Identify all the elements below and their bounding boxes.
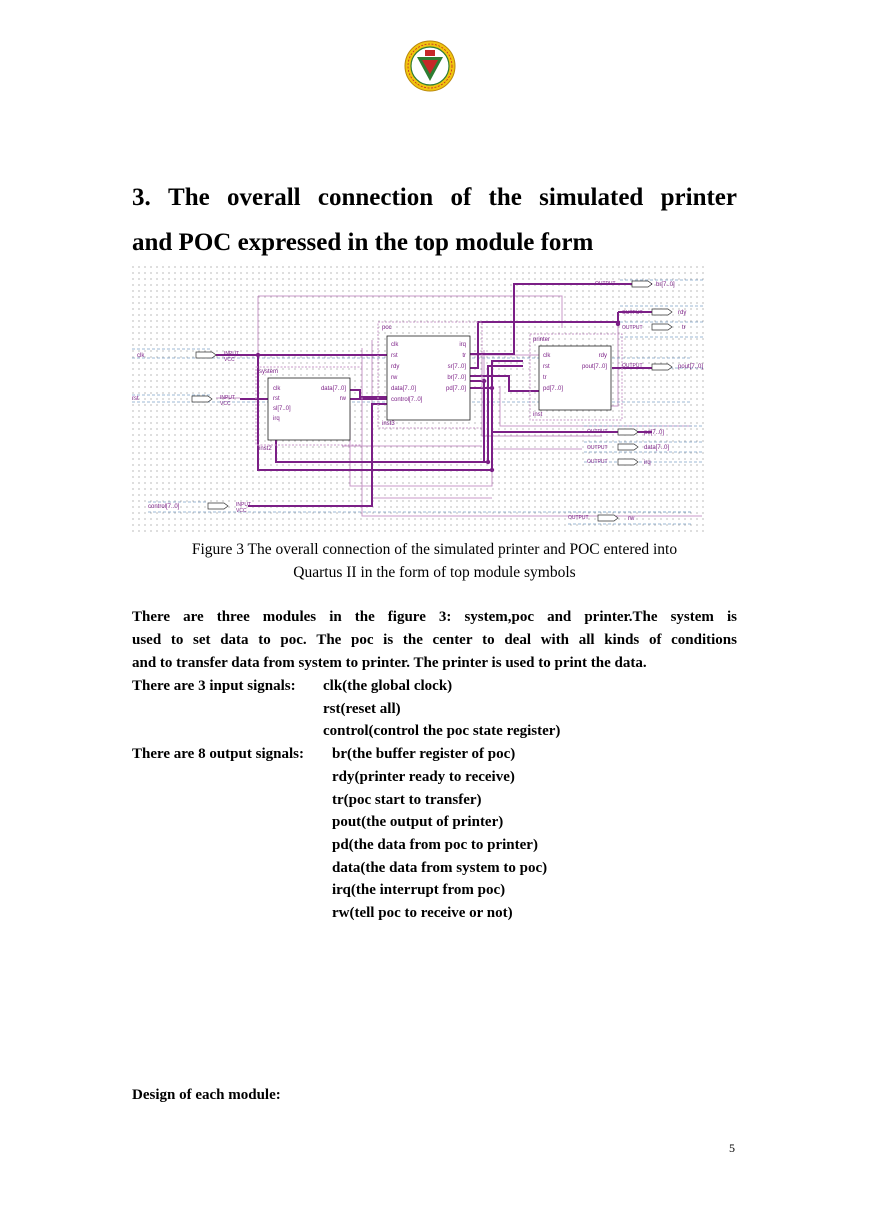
word: center — [432, 632, 473, 648]
heading-word: overall — [227, 184, 301, 211]
pin-tag: INPUT — [220, 395, 235, 401]
word: system,poc — [464, 609, 535, 625]
design-heading: Design of each module: — [132, 1087, 281, 1103]
word: poc — [351, 632, 374, 648]
module-poc — [378, 322, 482, 428]
port-label: clk — [543, 353, 551, 359]
word: with — [540, 632, 570, 648]
heading-word: connection — [317, 184, 434, 211]
pin-label: data[7..0] — [644, 445, 670, 451]
paragraph-line — [132, 606, 737, 629]
module-system — [256, 367, 362, 452]
heading-word: the — [488, 184, 522, 211]
port-label: control[7..0] — [391, 397, 423, 403]
module-name: printer — [533, 337, 551, 343]
input-signal-item: clk(the global clock) — [323, 678, 453, 694]
pin-label: pd[7..0] — [644, 430, 665, 436]
figure-caption-line2: Quartus II in the form of top module symbols — [293, 564, 576, 581]
word: kinds — [604, 632, 640, 648]
paragraph-line — [132, 629, 737, 652]
pin-tag: OUTPUT — [587, 459, 608, 465]
word: poc. — [280, 632, 307, 648]
pin-label: rw — [628, 516, 635, 522]
word: The — [316, 632, 342, 648]
pin-label: control[7..0] — [148, 504, 180, 510]
instance-name: inst — [533, 412, 543, 418]
heading-word: simulated — [539, 184, 644, 211]
port-label: tr — [462, 353, 466, 359]
port-label: clk — [273, 386, 281, 392]
pin-label: tr — [682, 325, 686, 331]
port-label: rst — [391, 353, 398, 359]
input-signal-item: control(control the poc state register) — [323, 723, 561, 739]
university-seal-logo — [404, 40, 456, 92]
pin-tag: INPUT — [236, 502, 251, 508]
word: is — [726, 609, 737, 625]
word: and — [547, 609, 572, 625]
word: all — [578, 632, 595, 648]
heading-word: The — [168, 184, 210, 211]
output-signal-item: data(the data from system to poc) — [332, 860, 548, 876]
output-signal-item: tr(poc start to transfer) — [332, 792, 482, 808]
word: to — [258, 632, 271, 648]
word: conditions — [671, 632, 737, 648]
port-label: rw — [391, 375, 398, 381]
pin-vcc: VCC — [236, 508, 247, 514]
port-label: rst — [273, 396, 280, 402]
pin-tag: OUTPUT — [622, 325, 643, 331]
word: 3: — [438, 609, 452, 625]
pin-label: irq — [644, 460, 651, 466]
section-heading-line1 — [132, 183, 737, 213]
word: the — [354, 609, 375, 625]
output-pin-br — [595, 281, 675, 288]
port-label: irq — [273, 416, 280, 422]
pin-tag: OUTPUT — [595, 281, 616, 287]
port-label: pd[7..0] — [543, 386, 564, 392]
instance-name: inst3 — [382, 421, 395, 427]
schematic-figure — [132, 266, 705, 532]
word: used — [132, 632, 162, 648]
intro-paragraph — [132, 606, 737, 675]
word: the — [402, 632, 423, 648]
word: is — [383, 632, 394, 648]
figure-caption-line1: Figure 3 The overall connection of the simulated printer and POC entered into — [191, 541, 678, 558]
pin-tag: OUTPUT — [568, 515, 589, 521]
port-label: rdy — [598, 353, 607, 359]
port-label: pd[7..0] — [445, 386, 466, 392]
page-number: 5 — [729, 1141, 735, 1155]
word: figure — [387, 609, 426, 625]
port-label: irq — [459, 342, 466, 348]
pin-tag: OUTPUT — [622, 363, 643, 369]
port-label: sr[7..0] — [447, 364, 466, 370]
module-printer — [530, 334, 622, 420]
pin-label: pout[7..0] — [678, 364, 704, 370]
heading-word: 3. — [132, 184, 151, 211]
output-pin-pout — [622, 363, 703, 370]
output-signal-item: irq(the interrupt from poc) — [332, 882, 506, 898]
word: set — [193, 632, 211, 648]
output-signal-item: rw(tell poc to receive or not) — [332, 905, 513, 921]
port-label: data[7..0] — [320, 386, 346, 392]
word: in — [329, 609, 342, 625]
paragraph-line: and to transfer data from system to printer. The printer is used to print the data. — [132, 655, 647, 671]
output-signals-intro: There are 8 output signals: — [132, 746, 304, 762]
port-label: rdy — [391, 364, 400, 370]
word: deal — [504, 632, 532, 648]
instance-name: inst2 — [259, 446, 272, 452]
output-signal-item: pout(the output of printer) — [332, 814, 504, 830]
pin-vcc: VCC — [224, 357, 235, 363]
output-pin-pd — [587, 429, 664, 436]
heading-word: of — [450, 184, 472, 211]
output-signal-item: pd(the data from poc to printer) — [332, 837, 538, 853]
word: There — [132, 609, 171, 625]
port-label: data[7..0] — [391, 386, 417, 392]
output-signal-item: rdy(printer ready to receive) — [332, 769, 515, 785]
pin-tag: INPUT — [224, 351, 239, 357]
input-signals-intro: There are 3 input signals: — [132, 678, 296, 694]
pin-tag: OUTPUT — [587, 429, 608, 435]
word: printer.The — [584, 609, 658, 625]
pin-vcc: VCC — [220, 401, 231, 407]
pin-label: rdy — [678, 310, 687, 316]
port-label: tr — [543, 375, 547, 381]
module-name: poc — [382, 325, 392, 331]
word: are — [183, 609, 204, 625]
output-signal-item: br(the buffer register of poc) — [332, 746, 516, 762]
word: three — [216, 609, 250, 625]
pin-tag: OUTPUT — [622, 310, 643, 316]
port-label: clk — [391, 342, 399, 348]
pin-label: clk — [137, 353, 145, 359]
port-label: pout[7..0] — [581, 364, 607, 370]
word: to — [482, 632, 495, 648]
word: modules — [262, 609, 317, 625]
word: of — [648, 632, 662, 648]
port-label: br[7..0] — [447, 375, 466, 381]
port-label: rst — [543, 364, 550, 370]
port-label: sl[7..0] — [273, 406, 291, 412]
pin-label: rst — [132, 396, 139, 402]
input-signal-item: rst(reset all) — [323, 701, 401, 717]
section-heading-line2: and POC expressed in the top module form — [132, 229, 594, 256]
pin-tag: OUTPUT — [587, 445, 608, 451]
word: system — [670, 609, 714, 625]
word: to — [170, 632, 184, 648]
output-pin-data — [587, 444, 669, 451]
port-label: rw — [339, 396, 346, 402]
module-name: system — [259, 369, 279, 375]
pin-label: br[7..0] — [656, 282, 675, 288]
heading-word: printer — [660, 184, 737, 211]
word: data — [220, 632, 249, 648]
